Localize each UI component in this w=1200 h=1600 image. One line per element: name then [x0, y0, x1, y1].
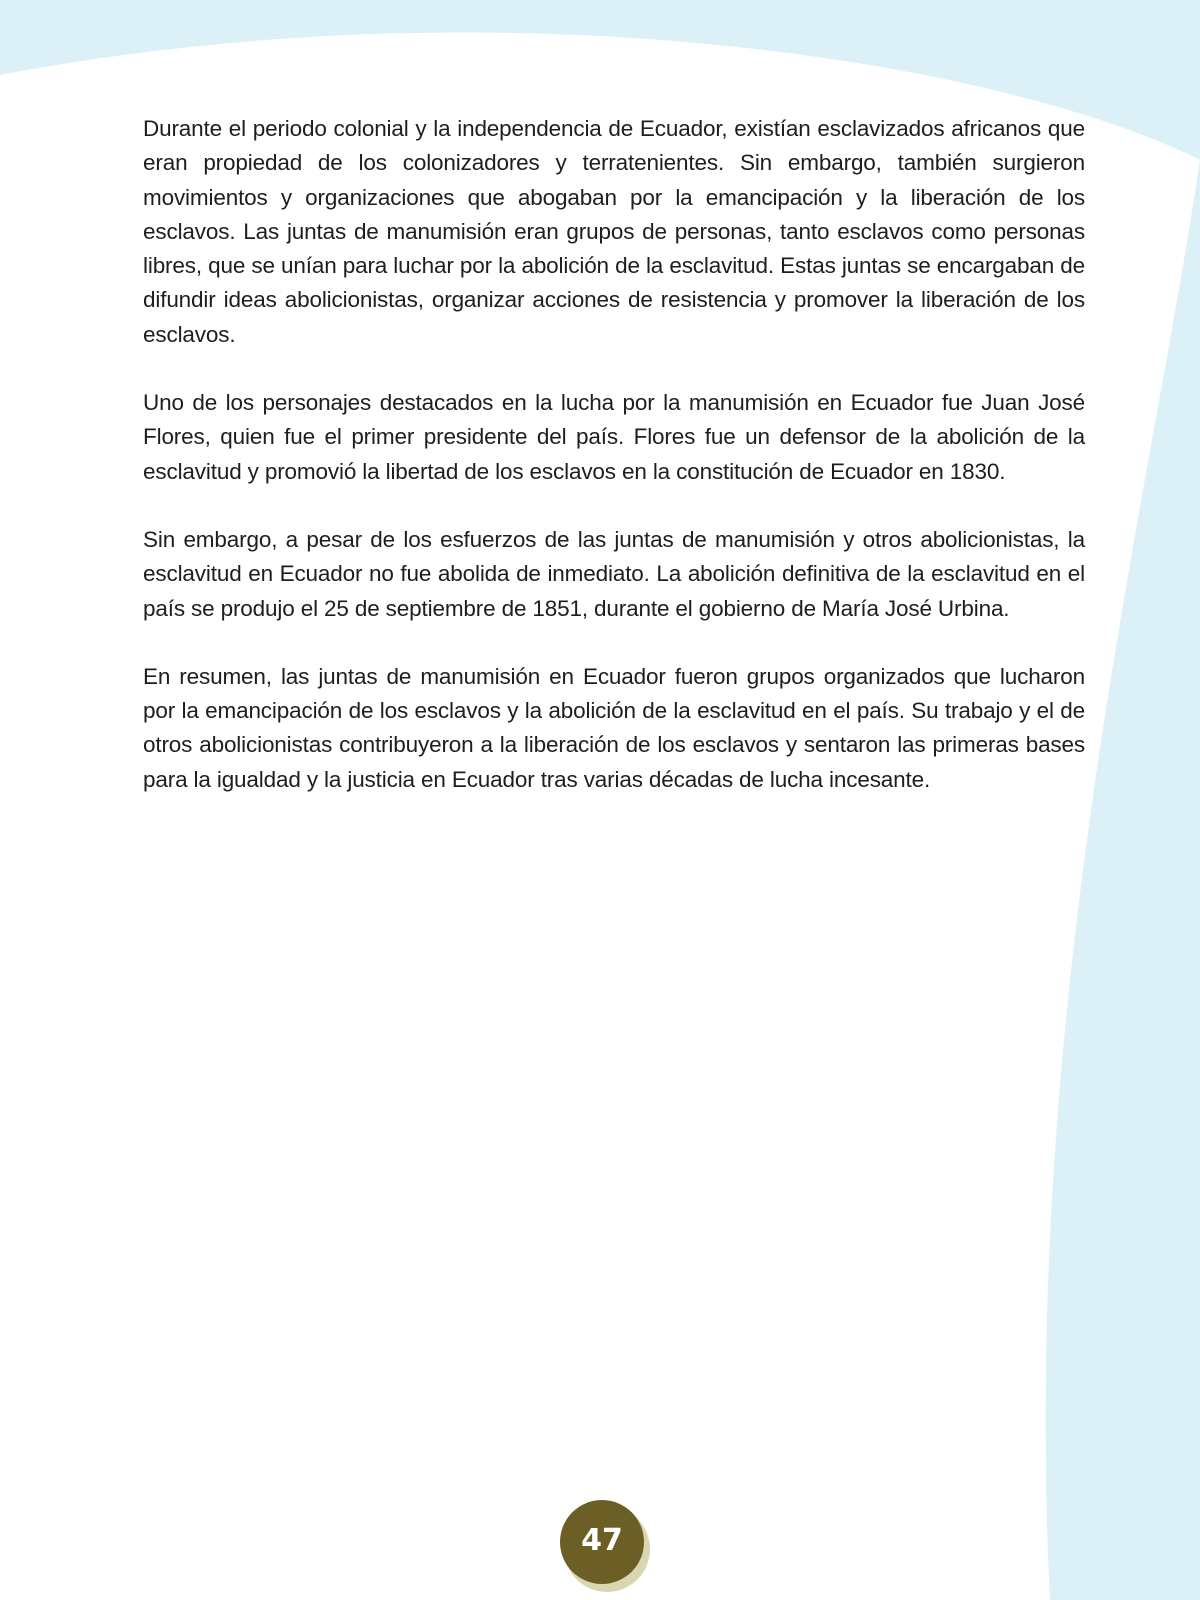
paragraph-abolition-1851: Sin embargo, a pesar de los esfuerzos de las juntas de manumisión y otros abolicionistas, la esclavitud en Ecuador no fue abolida de inmediato. La abolición definitiva de la esclavitud en el país se produjo el 25 de septiembre de 1851, durante el gobierno de María José Urbina. — [143, 526, 1085, 621]
page-number-badge — [560, 1500, 644, 1584]
paragraph-colonial-period: Durante el periodo colonial y la independencia de Ecuador, existían esclavizados africanos que eran propiedad de los colonizadores y terratenientes. Sin embargo, también surgieron movimientos y organizaciones que abogaban por la emancipación y la liberación de los esclavos. Las juntas de manumisión eran grupos de personas, tanto esclavos como personas libres, que se unían para luchar por la abolición de la esclavitud. Estas juntas se encargaban de difundir ideas abolicionistas, organizar acciones de resistencia y promover la liberación de los esclavos. — [143, 116, 1085, 347]
paragraph-juan-jose-flores: Uno de los personajes destacados en la lucha por la manumisión en Ecuador fue Juan José Flores, quien fue el primer presidente del país. Flores fue un defensor de la abolición de la esclavitud y promovió la libertad de los esclavos en la constitución de Ecuador en 1830. — [143, 390, 1085, 484]
page-number-disc — [560, 1500, 644, 1584]
paragraph-summary: En resumen, las juntas de manumisión en Ecuador fueron grupos organizados que lucharon por la emancipación de los esclavos y la abolición de la esclavitud en el país. Su trabajo y el de otros abolicionistas contribuyeron a la liberación de los esclavos y sentaron las primeras bases para la igualdad y la justicia en Ecuador tras varias décadas de lucha incesante. — [143, 663, 1085, 792]
page-body — [143, 112, 1085, 831]
page-number: 47 — [581, 1522, 623, 1558]
